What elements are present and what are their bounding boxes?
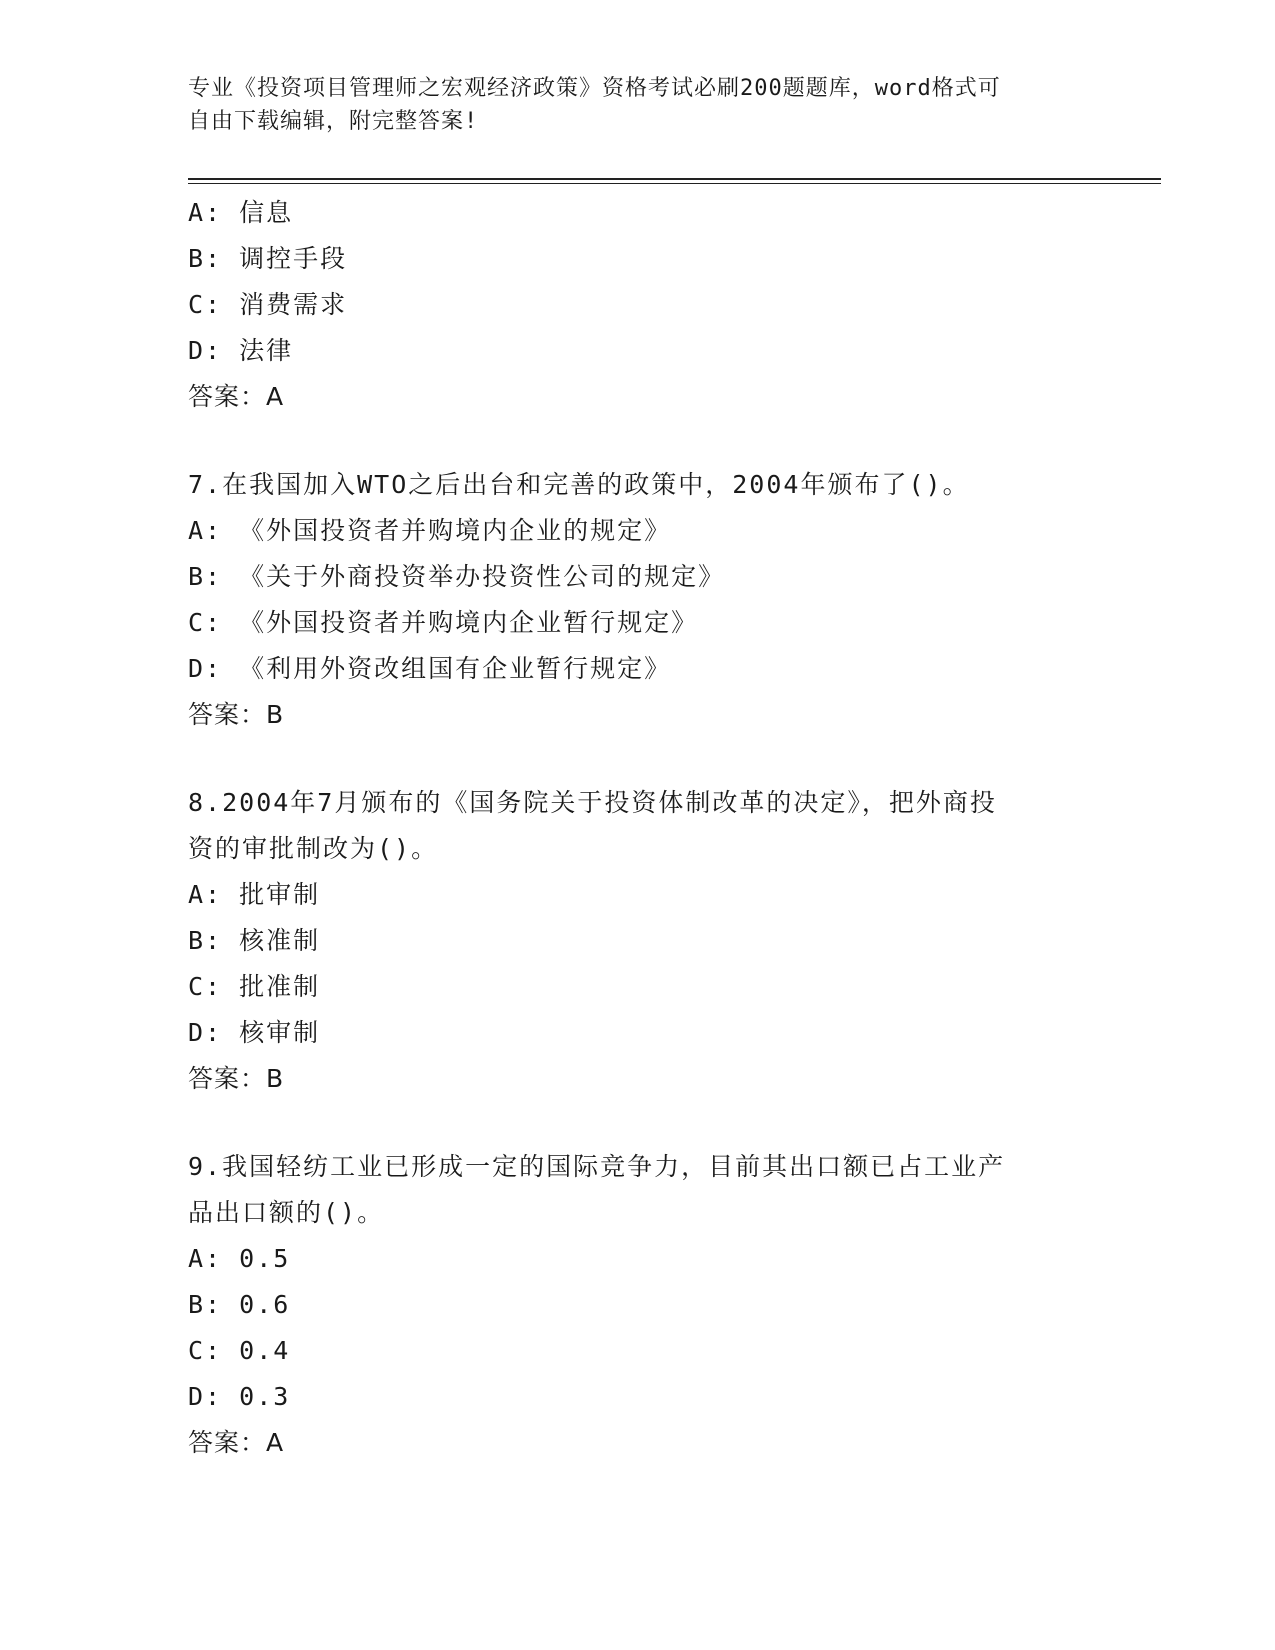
- question-list: [188, 190, 1088, 1466]
- header-rule-thick: [188, 178, 1161, 180]
- option-a: A: 批审制: [188, 880, 321, 909]
- option-a: A: 信息: [188, 198, 294, 227]
- question-text: 7.在我国加入WTO之后出台和完善的政策中，2004年颁布了()。: [188, 470, 970, 499]
- question-block-9: [188, 1144, 1088, 1466]
- option-d: D: 0.3: [188, 1382, 291, 1411]
- question-block-prev: [188, 190, 1088, 420]
- option-b: B: 核准制: [188, 926, 321, 955]
- question-text-line-2: 资的审批制改为()。: [188, 834, 439, 863]
- question-block-7: [188, 462, 1088, 738]
- answer-line: 答案：B: [188, 1064, 285, 1093]
- option-c: C: 《外国投资者并购境内企业暂行规定》: [188, 608, 699, 637]
- option-d: D: 法律: [188, 336, 294, 365]
- question-text-line-1: 8.2004年7月颁布的《国务院关于投资体制改革的决定》，把外商投: [188, 788, 997, 817]
- option-a: A: 《外国投资者并购境内企业的规定》: [188, 516, 672, 545]
- answer-line: 答案：B: [188, 700, 285, 729]
- document-header: [188, 72, 1068, 138]
- option-c: C: 批准制: [188, 972, 321, 1001]
- question-text-line-2: 品出口额的()。: [188, 1198, 385, 1227]
- option-b: B: 0.6: [188, 1290, 291, 1319]
- answer-line: 答案：A: [188, 1428, 285, 1457]
- option-b: B: 调控手段: [188, 244, 348, 273]
- header-line-1: 专业《投资项目管理师之宏观经济政策》资格考试必刷200题题库，word格式可: [188, 76, 1001, 101]
- option-c: C: 0.4: [188, 1336, 291, 1365]
- question-text-line-1: 9.我国轻纺工业已形成一定的国际竞争力，目前其出口额已占工业产: [188, 1152, 1006, 1181]
- header-line-2: 自由下载编辑，附完整答案!: [188, 109, 479, 134]
- header-rule-thin: [188, 183, 1161, 184]
- option-d: D: 《利用外资改组国有企业暂行规定》: [188, 654, 672, 683]
- option-d: D: 核审制: [188, 1018, 321, 1047]
- question-block-8: [188, 780, 1088, 1102]
- option-c: C: 消费需求: [188, 290, 348, 319]
- option-b: B: 《关于外商投资举办投资性公司的规定》: [188, 562, 726, 591]
- option-a: A: 0.5: [188, 1244, 291, 1273]
- answer-line: 答案：A: [188, 382, 285, 411]
